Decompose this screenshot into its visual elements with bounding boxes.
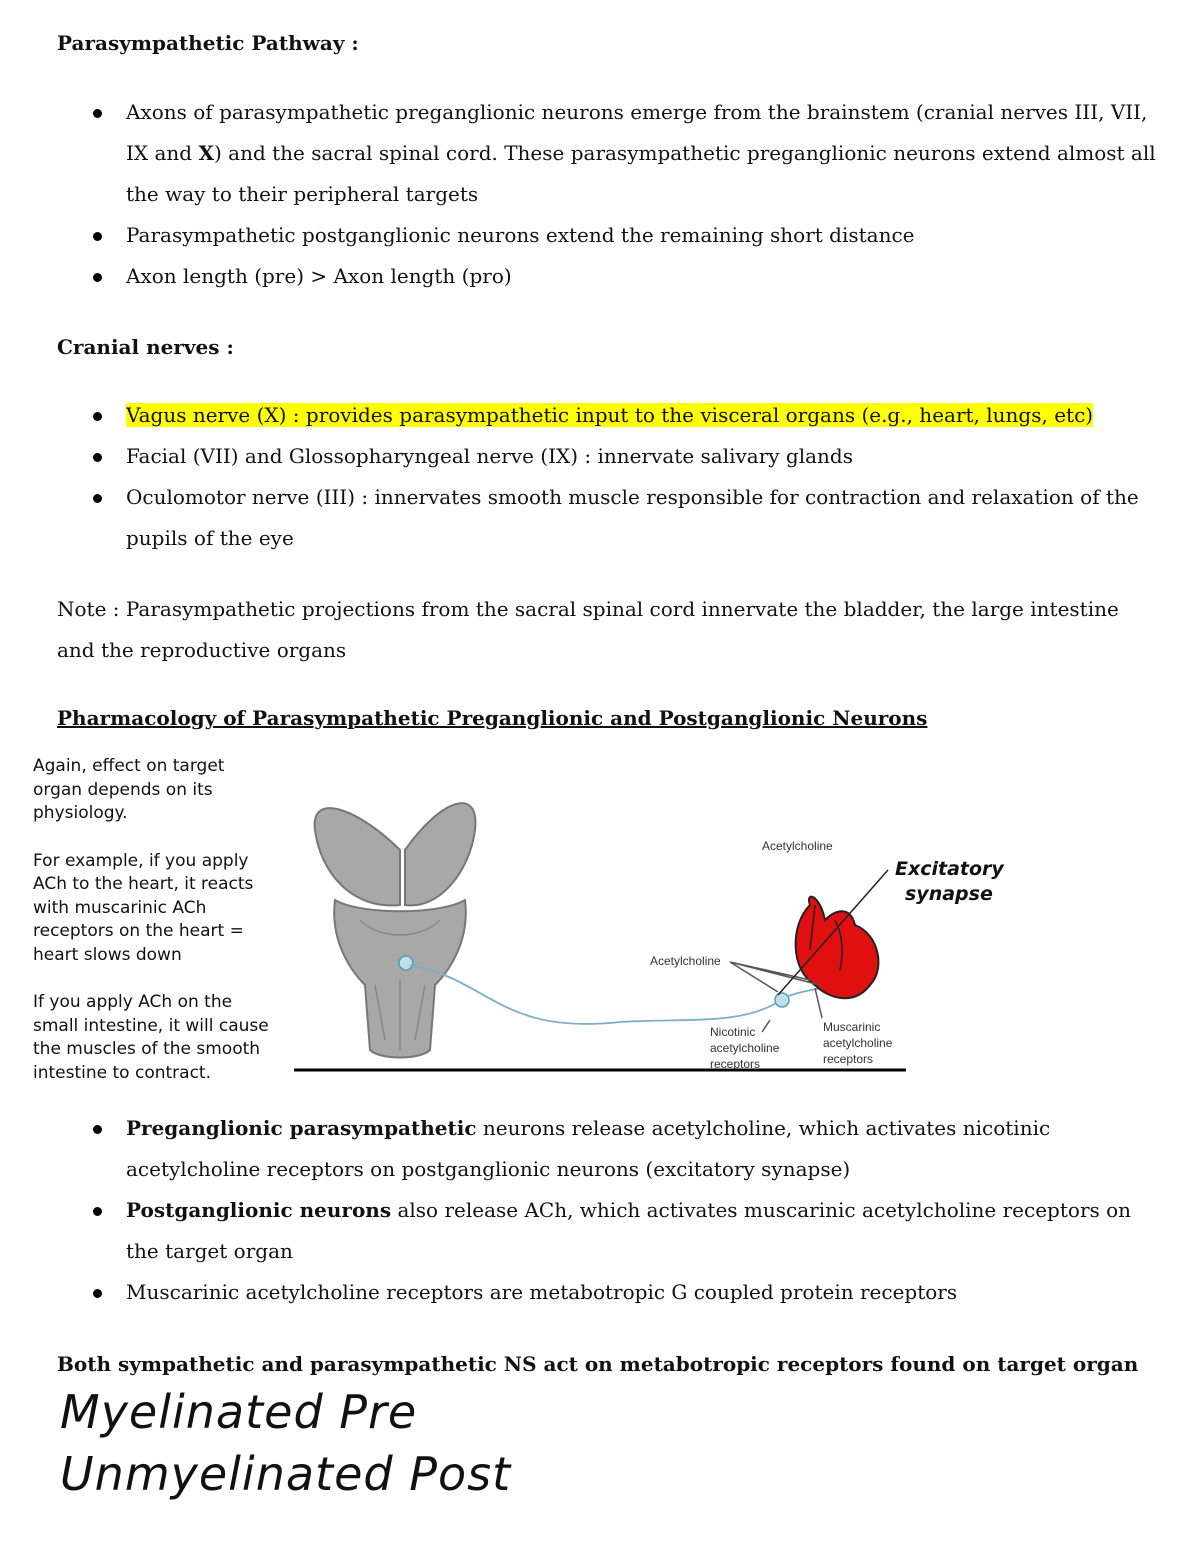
- pharmacology-list: [90, 1108, 1160, 1313]
- handwriting-line-1: Myelinated Pre: [60, 1385, 418, 1439]
- note-paragraph: Note : Parasympathetic projections from the sacral spinal cord innervate the bladder, the large intestine and the reproductive organs: [57, 597, 1119, 662]
- section-title-pharmacology: Pharmacology of Parasympathetic Preganglionic and Postganglionic Neurons: [57, 706, 928, 730]
- list-item: Preganglionic parasympathetic neurons release acetylcholine, which activates nicotinic acetylcholine receptors on postganglionic neurons (excitatory synapse): [90, 1108, 1160, 1190]
- ganglion-icon: [775, 993, 789, 1007]
- cranial-list: [90, 395, 1160, 559]
- brainstem-illustration: [315, 803, 476, 1057]
- heart-illustration: [796, 897, 879, 999]
- list-item: Muscarinic acetylcholine receptors are metabotropic G coupled protein receptors: [90, 1272, 1160, 1313]
- muscarinic-pointer: [815, 988, 822, 1018]
- side-note-p2: For example, if you apply ACh to the heart, it reacts with muscarinic ACh receptors on the heart = heart slows down: [33, 850, 254, 965]
- pathway-list: [90, 92, 1160, 297]
- parasympathetic-figure: [290, 770, 1010, 1080]
- handwritten-synapse: synapse: [905, 883, 993, 905]
- list-item: Axons of parasympathetic preganglionic neurons emerge from the brainstem (cranial nerves III, VII, IX and X) and the sacral spinal cord. These parasympathetic preganglionic neurons extend almost all the way to their peripheral targets: [90, 92, 1160, 215]
- list-item: Facial (VII) and Glossopharyngeal nerve (IX) : innervate salivary glands: [90, 436, 1160, 477]
- side-note-p1: Again, effect on target organ depends on its physiology.: [33, 756, 225, 823]
- nicotinic-pointer: [762, 1020, 770, 1032]
- side-note-p3: If you apply ACh on the small intestine, it will cause the muscles of the smooth intestine to contract.: [33, 992, 269, 1083]
- list-item-highlighted: Vagus nerve (X) : provides parasympathetic input to the visceral organs (e.g., heart, lungs, etc): [90, 395, 1160, 436]
- label-acetylcholine-top: Acetylcholine: [762, 839, 833, 853]
- section-title-pathway: Parasympathetic Pathway :: [57, 31, 359, 55]
- label-nicotinic-2: acetylcholine: [710, 1041, 780, 1055]
- list-item: Axon length (pre) > Axon length (pro): [90, 256, 1160, 297]
- side-note: [33, 755, 278, 1085]
- handwritten-excitatory: Excitatory: [895, 858, 1004, 880]
- label-nicotinic-3: receptors: [710, 1057, 761, 1071]
- label-muscarinic-2: acetylcholine: [823, 1036, 893, 1050]
- label-nicotinic-1: Nicotinic: [710, 1025, 756, 1039]
- handwriting-line-2: Unmyelinated Post: [60, 1447, 512, 1501]
- axon-line: [410, 965, 778, 1024]
- list-item: Postganglionic neurons also release ACh, which activates muscarinic acetylcholine receptors on the target organ: [90, 1190, 1160, 1272]
- section-title-cranial: Cranial nerves :: [57, 335, 234, 359]
- label-acetylcholine-mid: Acetylcholine: [650, 954, 721, 968]
- label-muscarinic-1: Muscarinic: [823, 1020, 881, 1034]
- list-item: Oculomotor nerve (III) : innervates smooth muscle responsible for contraction and relaxation of the pupils of the eye: [90, 477, 1160, 559]
- list-item: Parasympathetic postganglionic neurons extend the remaining short distance: [90, 215, 1160, 256]
- label-muscarinic-3: receptors: [823, 1052, 874, 1066]
- closing-statement: Both sympathetic and parasympathetic NS act on metabotropic receptors found on target organ: [57, 1352, 1139, 1376]
